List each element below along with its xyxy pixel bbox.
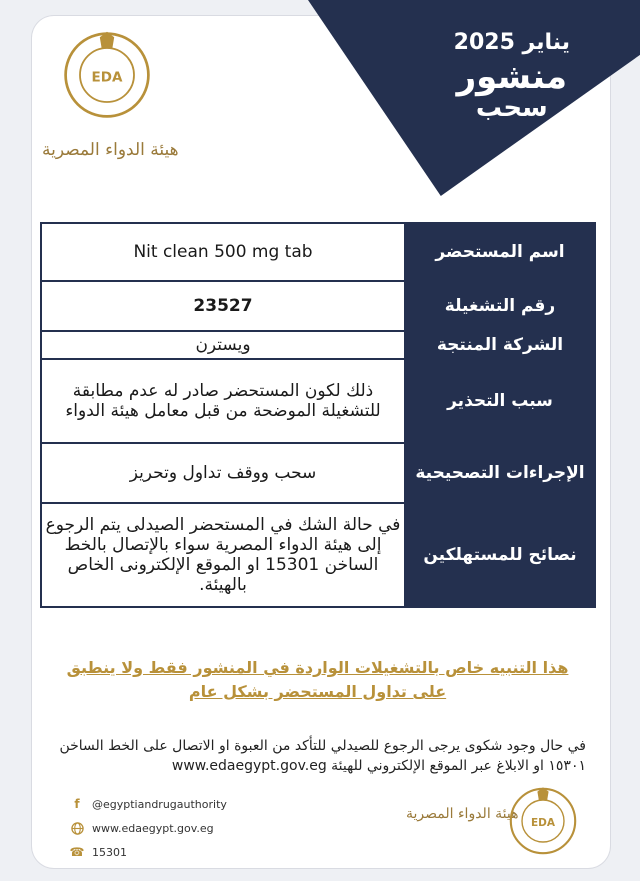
bulletin-date: يناير 2025: [453, 30, 570, 55]
eda-arabic-name-footer: هيئة الدواء المصرية: [406, 806, 519, 822]
corrective-actions-value: سحب ووقف تداول وتحريز: [41, 443, 405, 503]
table-row: [41, 223, 595, 281]
complaint-note: في حال وجود شكوى يرجى الرجوع للصيدلي للتأكد من العبوة او الاتصال على الخط الساخن ١٥٣٠١ او الابلاغ عبر الموقع الإلكتروني للهيئة www.edaegypt.gov.eg: [59, 738, 586, 774]
header-text: [454, 30, 570, 123]
batch-number-value: 23527: [41, 281, 405, 331]
logo-abbr-footer: EDA: [530, 816, 556, 829]
facebook-handle: @egyptiandrugauthority: [92, 797, 227, 811]
logo-abbr: EDA: [91, 69, 123, 86]
facebook-icon: f: [74, 797, 80, 811]
warning-reason-value: ذلك لكون المستحضر صادر له عدم مطابقة للتشغيلة الموضحة من قبل معامل هيئة الدواء: [41, 359, 405, 443]
recall-info-table: [40, 222, 596, 608]
table-row: [41, 443, 595, 503]
table-row: [41, 331, 595, 359]
manufacturer-label: الشركة المنتجة: [405, 331, 595, 359]
globe-icon: [70, 821, 84, 835]
table-row: [41, 503, 595, 607]
eda-arabic-name: هيئة الدواء المصرية: [42, 140, 179, 160]
hotline-number: 15301: [92, 845, 127, 859]
product-name-value: Nit clean 500 mg tab: [41, 223, 405, 281]
corrective-actions-label: الإجراءات التصحيحية: [405, 443, 595, 503]
website-url: www.edaegypt.gov.eg: [92, 821, 214, 835]
consumer-advice-value: في حالة الشك في المستحضر الصيدلى يتم الرجوع إلى هيئة الدواء المصرية سواء بالإتصال بالخط الساخن 15301 او الموقع الإلكترونى الخاص بالهيئة.: [41, 503, 405, 607]
warning-reason-label: سبب التحذير: [405, 359, 595, 443]
eda-logo: [62, 30, 152, 120]
manufacturer-value: ويسترن: [41, 331, 405, 359]
eda-logo-footer: [508, 786, 578, 856]
batch-warning-note: هذا التنبيه خاص بالتشغيلات الواردة في المنشور فقط ولا ينطبق على تداول المستحضر بشكل عام: [66, 658, 569, 701]
facebook-contact[interactable]: [70, 792, 227, 816]
contact-list: [70, 792, 227, 864]
table-row: [41, 281, 595, 331]
product-name-label: اسم المستحضر: [405, 223, 595, 281]
bulletin-title: منشور: [456, 57, 568, 97]
phone-contact[interactable]: [70, 840, 227, 864]
website-contact[interactable]: [70, 816, 227, 840]
batch-number-label: رقم التشغيلة: [405, 281, 595, 331]
consumer-advice-label: نصائح للمستهلكين: [405, 503, 595, 607]
bulletin-subtitle: سحب: [475, 93, 548, 123]
phone-icon: ☎: [69, 845, 85, 859]
table-row: [41, 359, 595, 443]
